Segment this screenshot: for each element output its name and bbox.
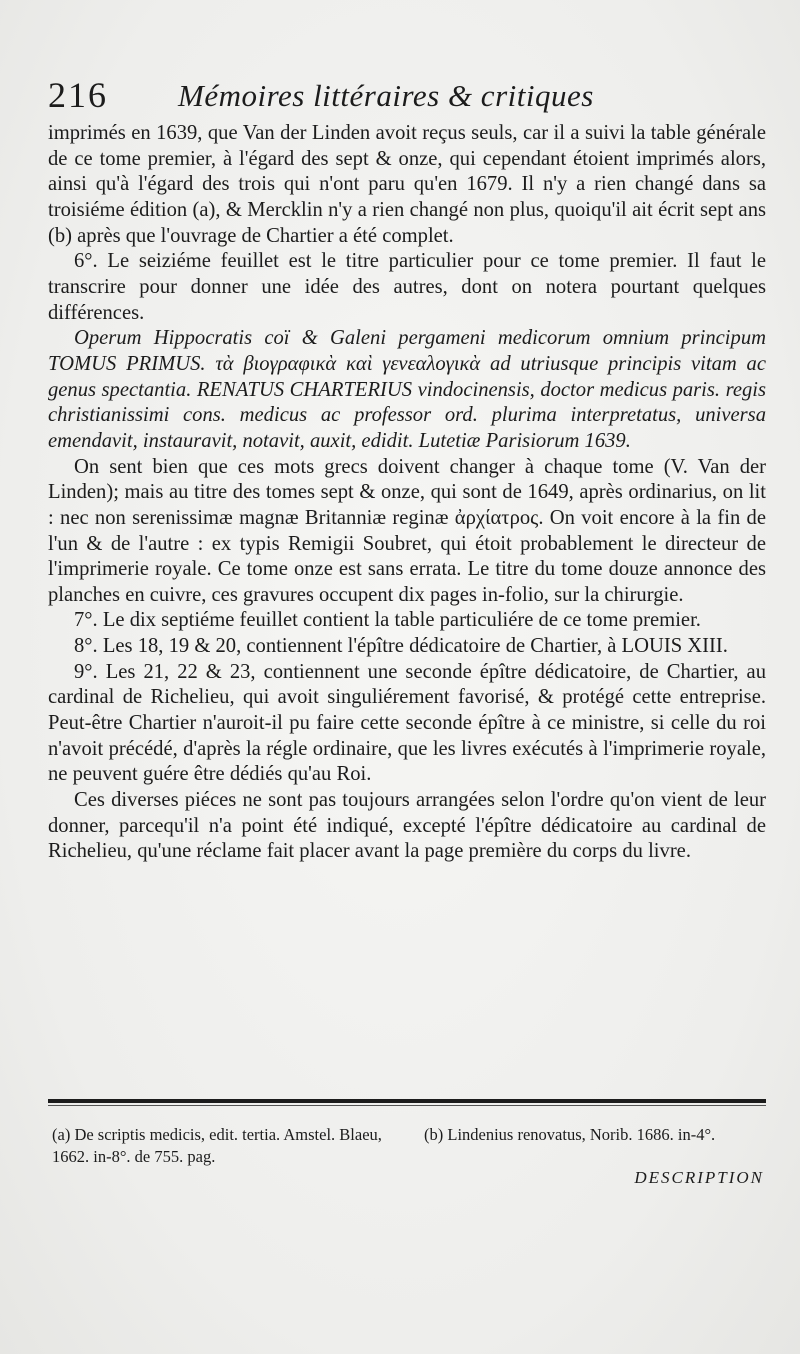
paragraph-item-6: 6°. Le seiziéme feuillet est le titre particulier pour ce tome premier. Il faut le transcrire pour donner une idée des autres, dont on notera pourtant quelques différences.: [48, 250, 766, 324]
transcribed-title: Operum Hippocratis coï & Galeni pergameni medicorum omnium principum TOMUS PRIMUS. τὰ βιογραφικὰ καὶ γενεαλογικὰ ad utriusque principis vitam ac genus spectantia. RENATUS CHARTERIUS vindocinensis, doctor medicus paris. regis christianissimi cons. medicus ac professor ord. plurima interpretatus, universa emendavit, instauravit, notavit, auxit, edidit. Lutetiæ Parisiorum 1639.: [48, 327, 766, 452]
footnote-divider: [48, 1099, 766, 1103]
paragraph-continuation: imprimés en 1639, que Van der Linden avoit reçus seuls, car il a suivi la table générale de ce tome premier, à l'égard des sept & onze, qui cependant étoient imprimés alors, ainsi qu'à l'égard des trois qui n'ont paru qu'en 1679. Il n'y a rien changé dans sa troisiéme édition (a), & Mercklin n'y a rien changé non plus, quoiqu'il ait écrit sept ans (b) après que l'ouvrage de Chartier a été complet.: [48, 122, 766, 247]
footnote-b: (b) Lindenius renovatus, Norib. 1686. in-4°.: [424, 1125, 716, 1144]
page-number: 216: [48, 75, 108, 115]
catchword: DESCRIPTION: [634, 1168, 764, 1187]
footnote-a: (a) De scriptis medicis, edit. tertia. Amstel. Blaeu, 1662. in-8°. de 755. pag.: [52, 1125, 382, 1166]
body-text: [48, 121, 766, 865]
footnote-divider-thin: [48, 1105, 766, 1106]
paragraph-greek-words: On sent bien que ces mots grecs doivent changer à chaque tome (V. Van der Linden); mais au titre des tomes sept & onze, qui sont de 1649, après ordinarius, on lit : nec non serenissimæ magnæ Britanniæ reginæ ἀρχίατρος. On voit encore à la fin de l'un & de l'autre : ex typis Remigii Soubret, qui étoit probablement le directeur de l'imprimerie royale. Ce tome onze est sans errata. Le titre du tome douze annonce des planches en cuivre, ces gravures occupent dix pages in-folio, sur la chirurgie.: [48, 455, 766, 606]
running-title: Mémoires littéraires & critiques: [178, 78, 594, 113]
page-header: [48, 74, 768, 124]
paragraph-item-9: 9°. Les 21, 22 & 23, contiennent une seconde épître dédicatoire, de Chartier, au cardinal de Richelieu, qui avoit singuliérement favorisé, & protégé cette entreprise. Peut-être Chartier n'auroit-il pu faire cette seconde épître à ce ministre, si celle du roi n'avoit précédé, d'après la régle ordinaire, que les livres exécutés à l'imprimerie royale, ne peuvent guére être dédiés qu'au Roi.: [48, 660, 766, 786]
paragraph-item-7: 7°. Le dix septiéme feuillet contient la table particuliére de ce tome premier.: [74, 609, 701, 632]
paragraph-item-8: 8°. Les 18, 19 & 20, contiennent l'épître dédicatoire de Chartier, à LOUIS XIII.: [74, 635, 728, 658]
paragraph-closing: Ces diverses piéces ne sont pas toujours arrangées selon l'ordre qu'on vient de leur donner, parcequ'il n'a point été indiqué, excepté l'épître dédicatoire au cardinal de Richelieu, qu'une réclame fait placer avant la page première du corps du livre.: [48, 789, 766, 863]
